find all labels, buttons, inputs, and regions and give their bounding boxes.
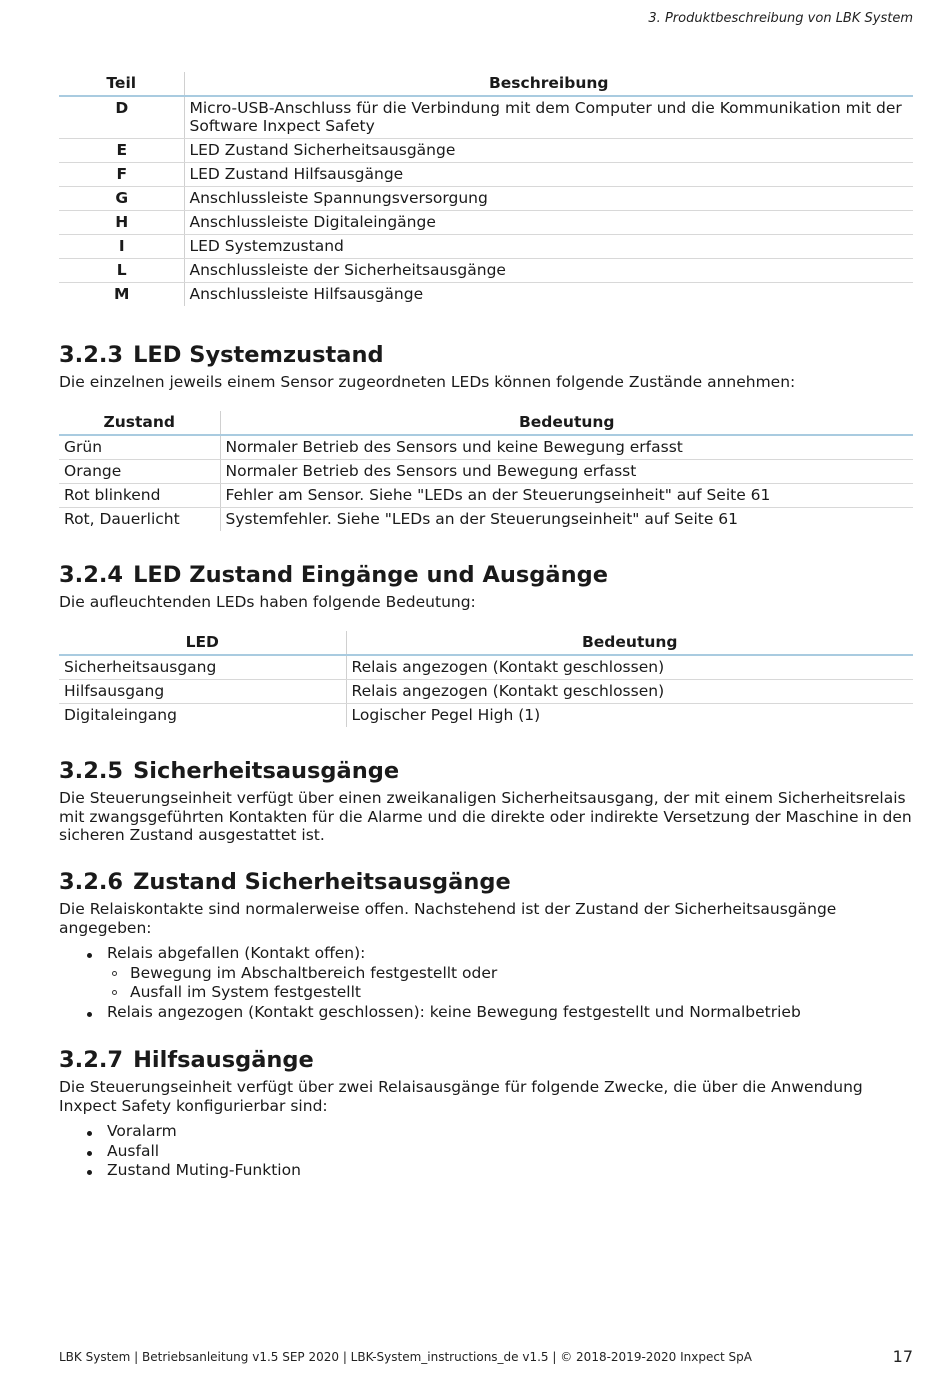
meaning-cell: Fehler am Sensor. Siehe "LEDs an der Steuerungseinheit" auf Seite 61	[220, 483, 913, 507]
bullet-list	[59, 944, 913, 1022]
section-number: 3.2.4	[59, 562, 124, 588]
part-description: LED Zustand Hilfsausgänge	[184, 163, 913, 187]
meaning-cell: Normaler Betrieb des Sensors und keine Bewegung erfasst	[220, 435, 913, 460]
part-description: Anschlussleiste der Sicherheitsausgänge	[184, 259, 913, 283]
part-description: LED Zustand Sicherheitsausgänge	[184, 139, 913, 163]
part-key: F	[59, 163, 184, 187]
list-item-text: Relais abgefallen (Kontakt offen):	[107, 944, 366, 962]
header-zustand: Zustand	[59, 411, 220, 435]
sub-list	[107, 964, 913, 1003]
table-row	[59, 655, 913, 680]
parts-header-teil: Teil	[59, 72, 184, 96]
sub-list-item: Bewegung im Abschaltbereich festgestellt oder	[107, 964, 913, 984]
led-cell: Hilfsausgang	[59, 679, 346, 703]
list-item: Voralarm	[59, 1122, 913, 1142]
list-item: Relais angezogen (Kontakt geschlossen): keine Bewegung festgestellt und Normalbetrieb	[59, 1003, 913, 1023]
section-heading	[59, 1046, 913, 1074]
section-3-2-4	[59, 561, 913, 727]
table-row	[59, 507, 913, 531]
section-body: Die Steuerungseinheit verfügt über zwei Relaisausgänge für folgende Zwecke, die über die Anwendung Inxpect Safety konfigurierbar sind:	[59, 1078, 863, 1115]
section-number: 3.2.7	[59, 1047, 124, 1073]
section-title: Sicherheitsausgänge	[133, 758, 400, 784]
led-io-table	[59, 631, 913, 727]
part-key: E	[59, 139, 184, 163]
section-body: Die Relaiskontakte sind normalerweise offen. Nachstehend ist der Zustand der Sicherheitsausgänge angegeben:	[59, 900, 837, 937]
table-row	[59, 259, 913, 283]
part-description: Micro-USB-Anschluss für die Verbindung mit dem Computer und die Kommunikation mit der Software Inxpect Safety	[184, 96, 913, 139]
section-3-2-5	[59, 757, 913, 845]
part-key: M	[114, 285, 130, 303]
meaning-cell: Systemfehler. Siehe "LEDs an der Steuerungseinheit" auf Seite 61	[220, 507, 913, 531]
part-description: Anschlussleiste Digitaleingänge	[184, 211, 913, 235]
table-row	[59, 96, 913, 139]
table-row	[59, 703, 913, 727]
table-row	[59, 211, 913, 235]
state-cell: Orange	[59, 459, 220, 483]
part-description: LED Systemzustand	[184, 235, 913, 259]
state-cell: Rot, Dauerlicht	[64, 509, 180, 528]
section-intro: Die einzelnen jeweils einem Sensor zugeordneten LEDs können folgende Zustände annehmen:	[59, 373, 796, 391]
part-description: Anschlussleiste Hilfsausgänge	[184, 283, 913, 307]
section-heading	[59, 757, 913, 785]
footer-text: LBK System | Betriebsanleitung v1.5 SEP 2020 | LBK-System_instructions_de v1.5 | © 2018-2019-2020 Inxpect SpA	[59, 1350, 752, 1364]
table-row	[59, 283, 913, 307]
table-row	[59, 435, 913, 460]
list-item	[59, 944, 913, 1003]
section-3-2-3	[59, 341, 913, 531]
section-title: Zustand Sicherheitsausgänge	[133, 869, 511, 895]
parts-table-wrap	[59, 72, 913, 306]
header-bedeutung: Bedeutung	[346, 631, 913, 655]
section-title: LED Zustand Eingänge und Ausgänge	[133, 562, 608, 588]
state-cell: Rot blinkend	[59, 483, 220, 507]
section-title: LED Systemzustand	[133, 342, 384, 368]
led-system-table	[59, 411, 913, 531]
section-intro: Die aufleuchtenden LEDs haben folgende Bedeutung:	[59, 593, 476, 611]
part-key: I	[59, 235, 184, 259]
part-key: L	[59, 259, 184, 283]
meaning-cell: Logischer Pegel High (1)	[346, 703, 913, 727]
led-cell: Sicherheitsausgang	[59, 655, 346, 680]
part-key: G	[59, 187, 184, 211]
parts-header-beschreibung: Beschreibung	[184, 72, 913, 96]
section-number: 3.2.3	[59, 342, 124, 368]
list-item: Zustand Muting-Funktion	[59, 1161, 913, 1181]
section-heading	[59, 868, 913, 896]
table-row	[59, 679, 913, 703]
section-heading	[59, 561, 913, 589]
table-row	[59, 139, 913, 163]
meaning-cell: Normaler Betrieb des Sensors und Bewegung erfasst	[220, 459, 913, 483]
section-title: Hilfsausgänge	[133, 1047, 314, 1073]
page-number: 17	[892, 1347, 913, 1366]
running-header: 3. Produktbeschreibung von LBK System	[648, 11, 913, 26]
section-number: 3.2.5	[59, 758, 124, 784]
header-led: LED	[59, 631, 346, 655]
section-body: Die Steuerungseinheit verfügt über einen zweikanaligen Sicherheitsausgang, der mit einem Sicherheitsrelais mit zwangsgeführten Kontakten für die Alarme und die direkte oder indirekte Versetzung der Maschine in den sicheren Zustand ausgestattet ist.	[59, 789, 912, 844]
meaning-cell: Relais angezogen (Kontakt geschlossen)	[346, 679, 913, 703]
table-row	[59, 459, 913, 483]
state-cell: Grün	[59, 435, 220, 460]
table-row	[59, 483, 913, 507]
header-bedeutung: Bedeutung	[220, 411, 913, 435]
part-description: Anschlussleiste Spannungsversorgung	[184, 187, 913, 211]
section-number: 3.2.6	[59, 869, 124, 895]
sub-list-item: Ausfall im System festgestellt	[107, 983, 913, 1003]
section-heading	[59, 341, 913, 369]
list-item: Ausfall	[59, 1142, 913, 1162]
led-cell: Digitaleingang	[64, 705, 177, 724]
section-3-2-6	[59, 868, 913, 1022]
table-row	[59, 163, 913, 187]
table-row	[59, 187, 913, 211]
table-row	[59, 235, 913, 259]
part-key: H	[59, 211, 184, 235]
meaning-cell: Relais angezogen (Kontakt geschlossen)	[346, 655, 913, 680]
page-footer	[59, 1347, 913, 1366]
section-3-2-7	[59, 1046, 913, 1181]
part-key: D	[59, 96, 184, 139]
parts-table	[59, 72, 913, 306]
bullet-list	[59, 1122, 913, 1181]
